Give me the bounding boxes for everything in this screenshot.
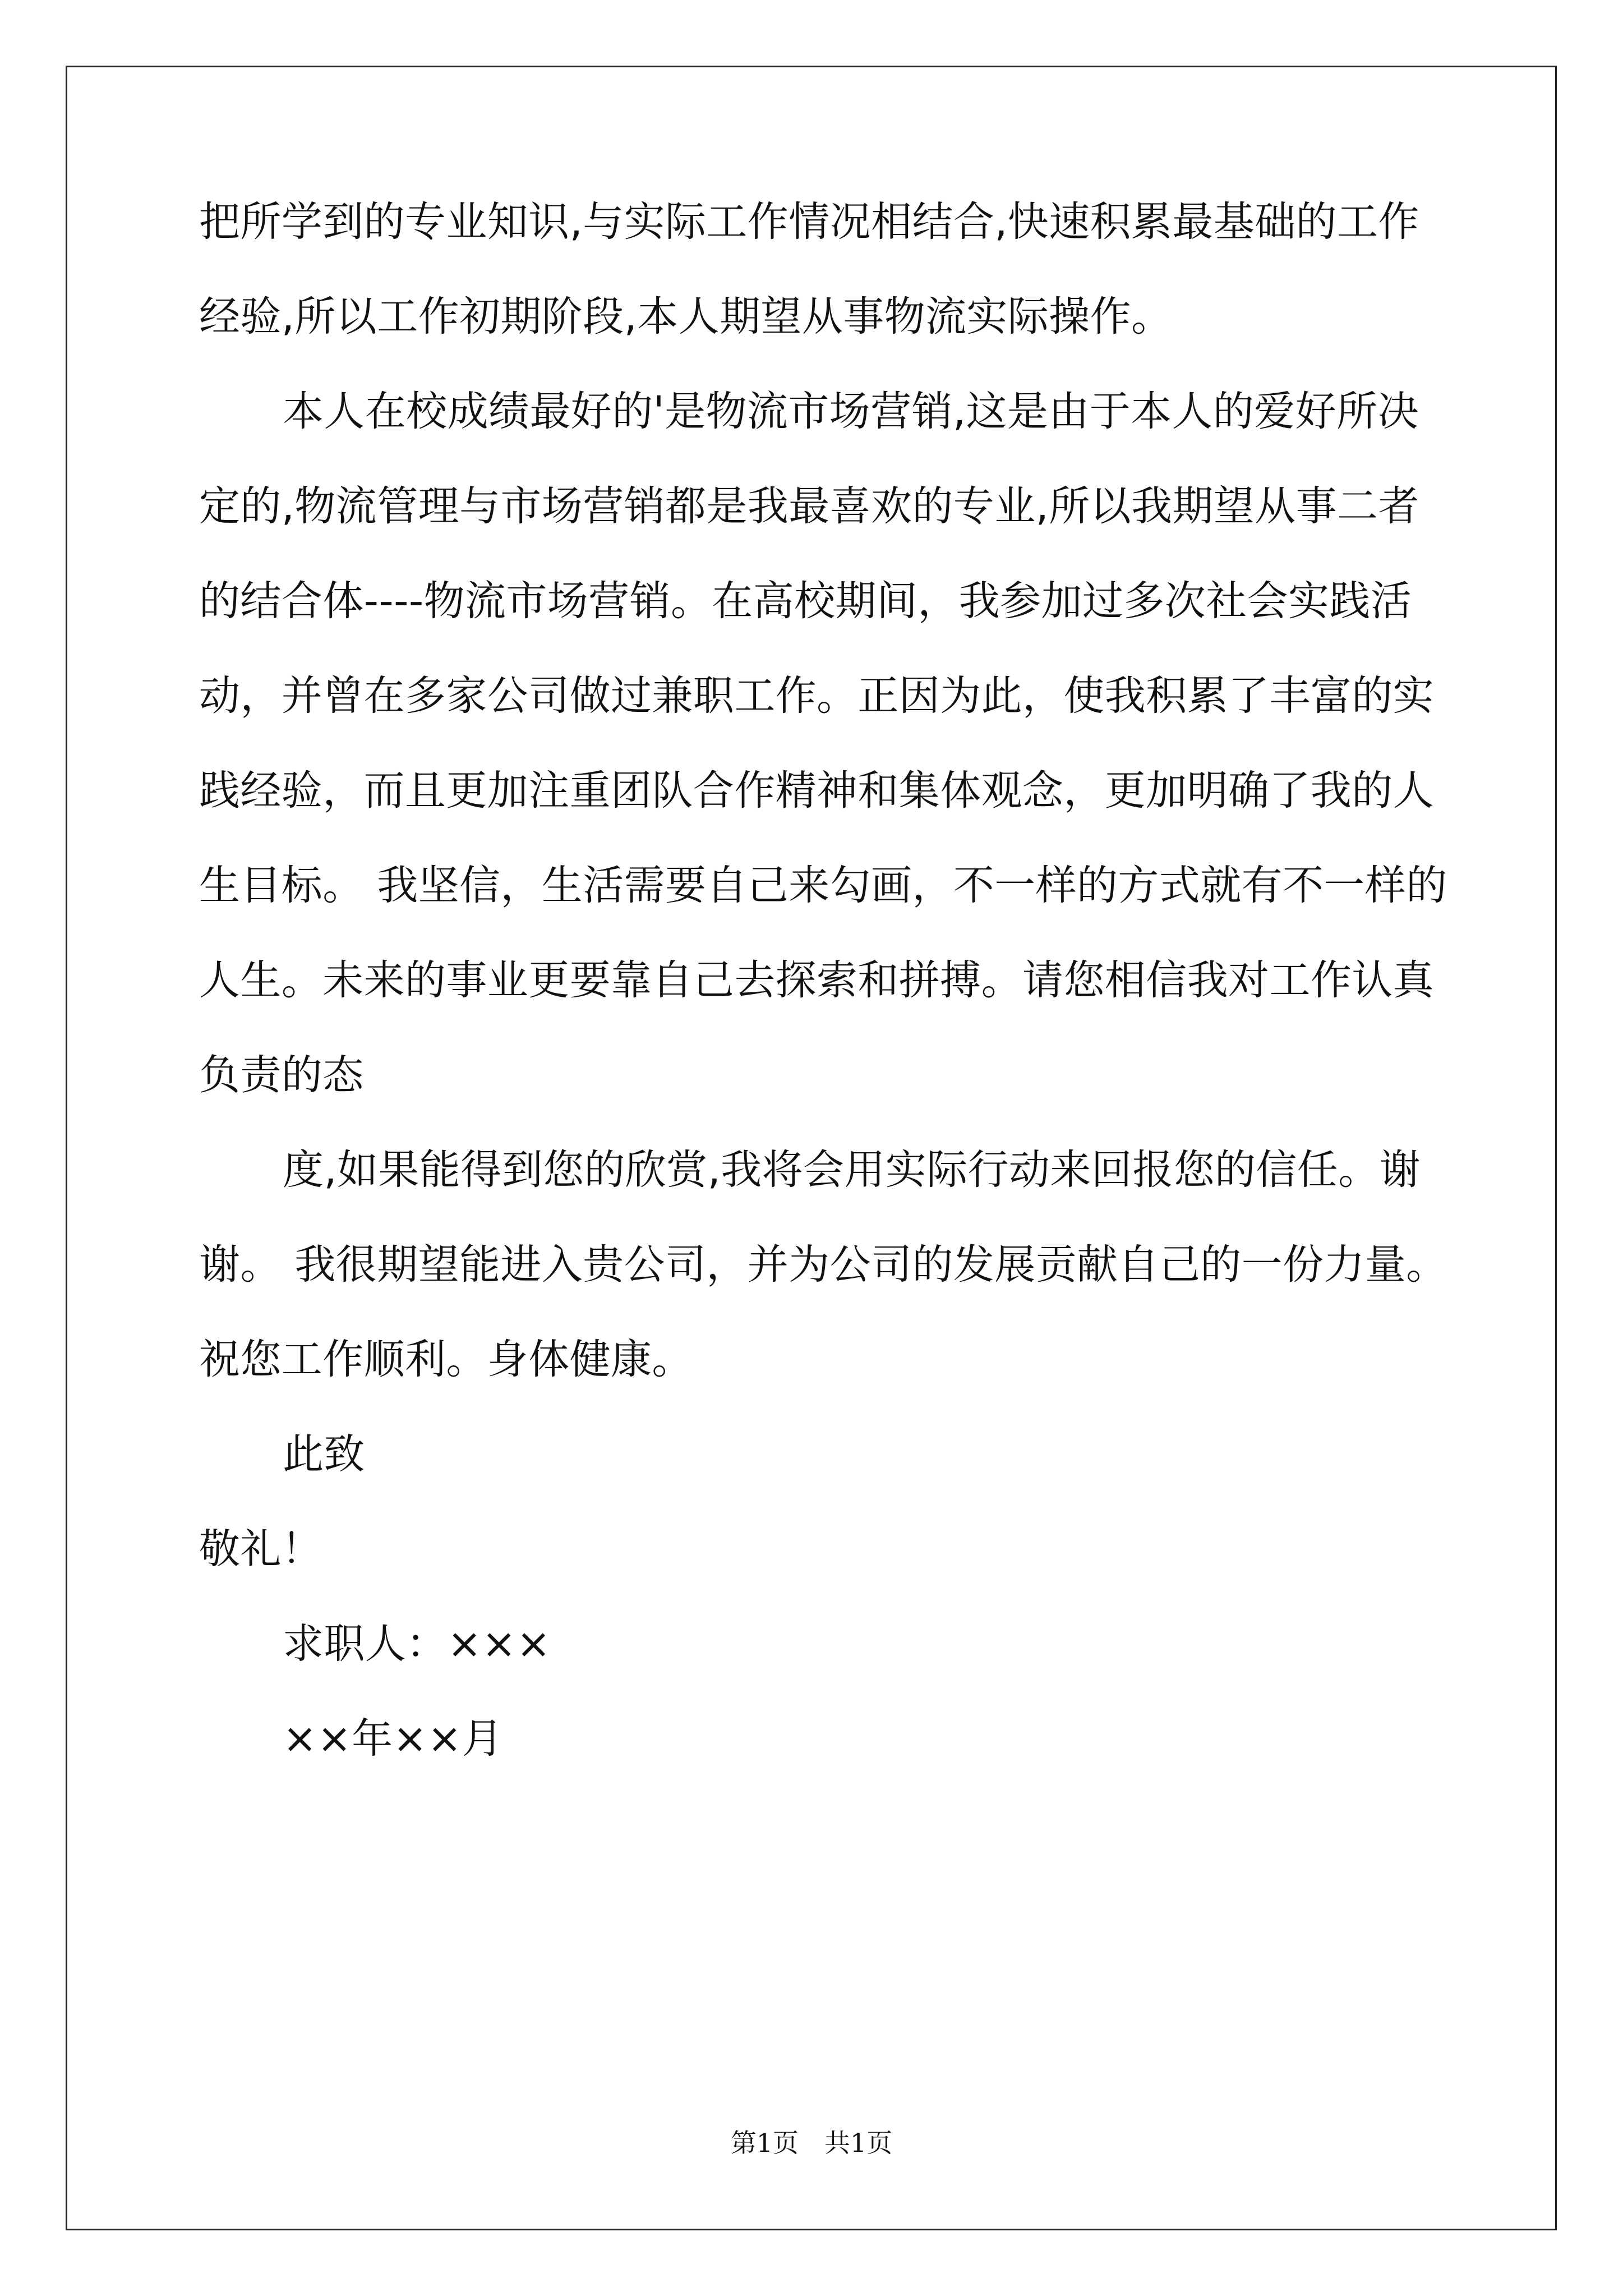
body-line-4: 定的,物流管理与市场营销都是我最喜欢的专业,所以我期望从事二者 [199,482,1419,530]
body-line-2: 经验,所以工作初期阶段,本人期望从事物流实际操作。 [199,293,1173,341]
closing-salutation: 此致 [283,1430,365,1478]
body-line-3: 本人在校成绩最好的'是物流市场营销,这是由于本人的爱好所决 [283,388,1419,435]
body-line-5: 的结合体----物流市场营销。在高校期间，我参加过多次社会实践活 [199,577,1412,625]
body-line-8: 生目标。 我坚信，生活需要自己来勾画，不一样的方式就有不一样的 [199,862,1447,909]
body-line-10: 负责的态 [199,1051,364,1099]
body-line-1: 把所学到的专业知识,与实际工作情况相结合,快速积累最基础的工作 [199,198,1419,246]
closing-regards: 敬礼！ [199,1525,323,1573]
letter-date: ××年××月 [283,1715,504,1763]
body-line-9: 人生。未来的事业更要靠自己去探索和拼搏。请您相信我对工作认真 [199,956,1434,1004]
applicant-signature: 求职人：××× [283,1620,551,1668]
body-line-13: 祝您工作顺利。身体健康。 [199,1336,693,1383]
body-line-7: 践经验，而且更加注重团队合作精神和集体观念，更加明确了我的人 [199,767,1434,815]
body-line-6: 动，并曾在多家公司做过兼职工作。正因为此，使我积累了丰富的实 [199,672,1434,720]
body-line-12: 谢。 我很期望能进入贵公司，并为公司的发展贡献自己的一份力量。 [199,1241,1447,1289]
page-number-footer: 第1页 共1页 [730,2128,893,2158]
body-line-11: 度,如果能得到您的欣赏,我将会用实际行动来回报您的信任。谢 [283,1146,1421,1194]
